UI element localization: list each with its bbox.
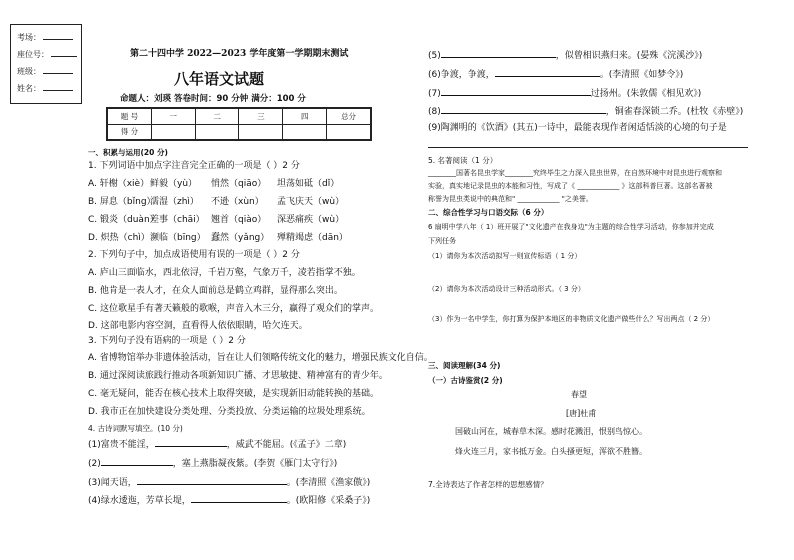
option-text: 翘首（qiào）: [211, 215, 267, 225]
poem-line: 烽火连三月，家书抵万金。白头搔更短，浑欲不胜簪。: [455, 447, 647, 456]
subject-title: 八年语文试题: [174, 70, 265, 88]
question-6-2: （2）请你为本次活动设计三种活动形式。（ 3 分）: [428, 285, 585, 293]
answer-blank[interactable]: [155, 437, 227, 447]
score-table: [106, 107, 372, 141]
item-suffix: 。(李清照《渔家傲》): [286, 478, 371, 488]
item-prefix: (5): [428, 51, 441, 61]
score-header-cell: 总分: [327, 109, 371, 125]
q4-item-8: [428, 104, 743, 118]
q2-option-c[interactable]: C. 这位歌星手有著天籁般的歌喉，声音入木三分，赢得了观众们的掌声。: [88, 304, 380, 314]
subsection-heading: （一）古诗鉴赏(2 分): [428, 376, 503, 385]
option-text: 濒临（bīng）: [150, 233, 206, 243]
option-text: 鲜毅（yù）: [150, 179, 198, 189]
exam-meta: 命题人：刘瑛 答卷时间：90 分钟 满分：100 分: [120, 94, 306, 104]
question-2: 2. 下列句子中，加点成语使用有误的一项是（ ）2 分: [88, 250, 300, 260]
question-6-3: （3）作为一名中学生，你打算为保护本地区的非物质文化遗产做些什么？写出两点（ 2 分）: [428, 315, 715, 323]
score-header-cell: 一: [151, 109, 195, 125]
question-6: 6 扇明中学八年（ 1）班开展了"文化遗产在我身边"为主题的综合性学习活动，你参加并完成: [428, 223, 714, 231]
score-header-cell: 二: [195, 109, 239, 125]
exam-room-field[interactable]: [17, 31, 73, 43]
q4-item-9: (9)陶渊明的《饮酒》(其五)一诗中，最能表现作者闲适恬淡的心境的句子是: [428, 123, 727, 133]
q5-line-2: 实验，真实地记录昆虫的本能和习性，写成了《 ____________ 》这部科普巨著。这部名著被: [428, 182, 713, 190]
q4-item-6: [428, 67, 683, 81]
item-prefix: (7): [428, 89, 441, 99]
item-suffix: ，似曾相识燕归来。(晏殊《浣溪沙》): [555, 51, 703, 61]
item-suffix: ，铜雀春深锁二乔。(杜牧《赤壁》): [605, 107, 744, 117]
poem-line: 国破山河在，城春草木深。感时花溅泪，恨别鸟惊心。: [455, 427, 647, 436]
score-cell[interactable]: [239, 124, 283, 140]
section-3-heading: 三、阅读理解(34 分): [428, 361, 501, 370]
answer-blank[interactable]: [441, 48, 556, 58]
name-label: 姓名：: [17, 84, 41, 93]
item-prefix: (6)争渡，争渡，: [428, 70, 495, 80]
option-text: D. 炽热（chì）: [88, 233, 150, 243]
item-suffix: 。(欧阳修《采桑子》): [286, 496, 371, 506]
q4-item-7: [428, 86, 701, 100]
score-table-score-row: [108, 124, 371, 140]
q3-option-b[interactable]: B. 通过深阅读旅践行推动各项新知识广播、才思敏捷、精神富有的青少年。: [88, 371, 388, 381]
score-cell[interactable]: [283, 124, 327, 140]
score-header-cell: 题 号: [108, 109, 152, 125]
q3-option-d[interactable]: D. 我市正在加快建设分类处理、分类投放、分类运输的垃圾处理系统。: [88, 407, 371, 417]
item-suffix: ，塞上燕脂凝夜紫。(李贺《雁门太守行》): [172, 459, 338, 469]
answer-blank[interactable]: [137, 475, 287, 485]
student-info-box: [10, 24, 82, 104]
option-text: 蠢然（yǎng）: [211, 233, 270, 243]
exam-room-label: 考场：: [17, 33, 41, 42]
question-7: 7.全诗表达了作者怎样的思想感情？: [428, 480, 548, 489]
name-field[interactable]: [17, 82, 73, 94]
section-2-heading: 二、综合性学习与口语交际（6 分）: [428, 208, 549, 217]
item-prefix: (3)闻天语，: [88, 478, 137, 488]
poem-author: [唐]杜甫: [566, 409, 597, 418]
class-label: 班级：: [17, 67, 41, 76]
option-text: 殚精竭虑（dān）: [277, 233, 348, 243]
question-3: 3. 下列句子没有语病的一项是（ ）2 分: [88, 336, 246, 346]
item-suffix: 过扬州。(朱敦儒《相见欢》): [590, 89, 702, 99]
option-text: 坦荡如砥（dǐ）: [277, 179, 340, 189]
q5-line-1: ________国著名昆虫学家________究终毕生之力深入昆虫世界，在自然环境中对昆虫进行观察和: [428, 169, 722, 177]
option-text: 孟飞庆天（wù）: [277, 197, 345, 207]
score-cell[interactable]: [327, 124, 371, 140]
q4-item-1: [88, 437, 346, 451]
option-text: 悄然（qiāo）: [211, 179, 267, 189]
q4-item-5: [428, 48, 702, 62]
q4-item-3: [88, 475, 370, 489]
question-6-1: （1）请你为本次活动拟写一则宣传标语（ 1 分）: [428, 252, 582, 260]
answer-blank[interactable]: [101, 456, 173, 466]
option-text: 濡湿（zhì）: [150, 197, 199, 207]
question-5: 5. 名著阅读（1 分）: [428, 156, 498, 165]
score-cell[interactable]: [195, 124, 239, 140]
q4-item-4: [88, 493, 370, 507]
q3-option-a[interactable]: A. 省博物馆举办非遗体验活动，旨在让人们领略传统文化的魅力，增强民族文化自信。: [88, 353, 433, 363]
answer-line[interactable]: [428, 147, 748, 148]
item-prefix: (8): [428, 107, 441, 117]
seat-no-label: 座位号：: [17, 50, 49, 59]
score-header-cell: 四: [283, 109, 327, 125]
option-text: C. 锻炎（duàn）: [88, 215, 159, 225]
answer-blank[interactable]: [495, 67, 600, 77]
answer-blank[interactable]: [441, 86, 591, 96]
section-1-heading: 一、积累与运用(20 分): [88, 148, 168, 157]
class-field[interactable]: [17, 65, 73, 77]
seat-no-field[interactable]: [17, 48, 77, 60]
answer-blank[interactable]: [441, 104, 606, 114]
q4-item-2: [88, 456, 337, 470]
option-text: 差事（chāi）: [150, 215, 205, 225]
score-cell[interactable]: [151, 124, 195, 140]
school-title: 第二十四中学 2022—2023 学年度第一学期期末测试: [130, 49, 349, 59]
question-6-b: 下列任务: [428, 237, 456, 245]
item-suffix: 。(李清照《如梦令》): [599, 70, 684, 80]
q2-option-b[interactable]: B. 他肯是一表人才，在众人面前总是鹤立鸡群，显得那么突出。: [88, 286, 343, 296]
score-table-header-row: [108, 109, 371, 125]
q3-option-c[interactable]: C. 毫无疑问，能否在核心技术上取得突破，是实现新旧动能转换的基础。: [88, 389, 380, 399]
item-prefix: (2): [88, 459, 101, 469]
item-prefix: (4)绿水逶迤，芳草长堤，: [88, 496, 191, 506]
q2-option-d[interactable]: D. 这部电影内容空洞，直看得人依依眼睛，哈欠连天。: [88, 321, 308, 331]
item-suffix: ，威武不能屈。(《孟子》二章): [226, 440, 347, 450]
answer-blank[interactable]: [191, 493, 287, 503]
question-1: 1. 下列词语中加点字注音完全正确的一项是（ ）2 分: [88, 161, 300, 171]
question-4: 4. 古诗词默写填空。(10 分): [88, 424, 183, 433]
score-header-cell: 三: [239, 109, 283, 125]
score-row-label: 得 分: [108, 124, 152, 140]
option-text: 深恶痛疾（wù）: [277, 215, 345, 225]
option-text: A. 轩榭（xiè）: [88, 179, 150, 189]
q5-line-3: 称誉为昆虫类说中的典范和" ____________ "之美誉。: [428, 195, 593, 203]
poem-title: 春望: [571, 390, 587, 399]
q2-option-a[interactable]: A. 庐山三面临水，西北依浔，千岩万壑，气象万千，凌若指掌不独。: [88, 268, 361, 278]
option-text: 不逊（xùn）: [211, 197, 264, 207]
option-text: B. 屏息（bǐng）: [88, 197, 156, 207]
item-prefix: (1)富贵不能淫，: [88, 440, 155, 450]
